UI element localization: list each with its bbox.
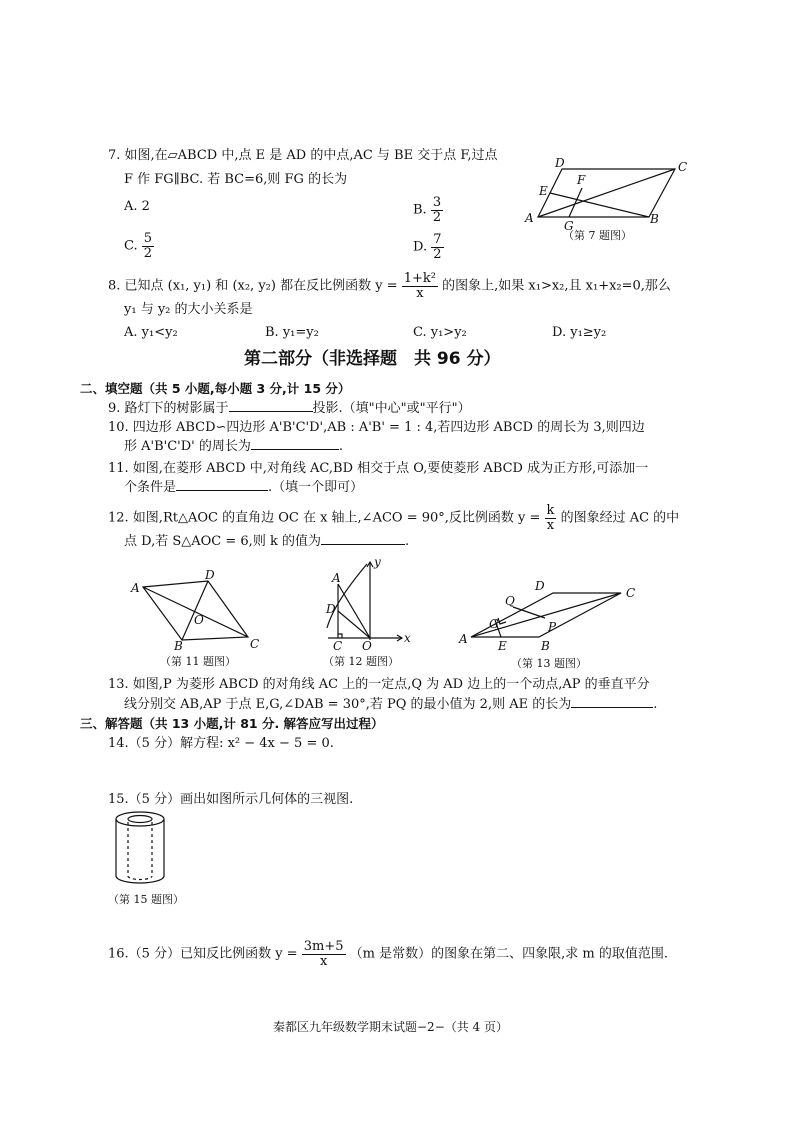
q7-option-b: B. $\frac{3}{2}$ — [413, 195, 442, 225]
q12-numerator: k — [546, 503, 555, 518]
q9-text: 9. 路灯下的树影属于 投影.（填"中心"或"平行"） — [108, 401, 471, 416]
label-o: O — [194, 613, 204, 627]
q16-numerator: 3m+5 — [303, 939, 344, 954]
q8-option-b: B. y₁=y₂ — [265, 325, 319, 340]
section3-heading: 三、解答题（共 13 小题,计 81 分. 解答应写出过程） — [80, 716, 384, 731]
q8-text-line2: y₁ 与 y₂ 的大小关系是 — [124, 302, 253, 317]
q12-text-line2: 点 D,若 S△AOC = 6,则 k 的值为 . — [124, 534, 410, 549]
q11-caption: （第 11 题图） — [160, 655, 236, 668]
label-x: x — [404, 631, 411, 645]
label-a: A — [332, 571, 341, 585]
q15-text: 15.（5 分）画出如图所示几何体的三视图. — [108, 792, 354, 807]
q7-b-numerator: 3 — [432, 195, 442, 210]
label-d: D — [555, 156, 565, 170]
q12-text-line1: 12. 如图,Rt△AOC 的直角边 OC 在 x 轴上,∠ACO = 90°,反比例函数 y = $\frac{k}{x}$ 的图象经过 AC 的中 — [108, 503, 680, 533]
q10-text-line2: 形 A'B'C'D' 的周长为 . — [124, 439, 344, 454]
section2-heading: 二、填空题（共 5 小题,每小题 3 分,计 15 分） — [80, 381, 351, 396]
q11-answer-blank[interactable] — [176, 490, 268, 491]
q16-text: 16.（5 分）已知反比例函数 y = $\frac{3m+5}{x}$ （m 是常数）的图象在第二、四象限,求 m 的取值范围. — [108, 939, 668, 969]
label-e: E — [539, 184, 548, 198]
q8-option-c: C. y₁>y₂ — [413, 325, 467, 340]
label-e: E — [498, 639, 507, 653]
figure-13-rhombus — [455, 579, 636, 654]
q7-text-line1: 7. 如图,在▱ABCD 中,点 E 是 AD 的中点,AC 与 BE 交于点 F,过点 — [108, 148, 498, 163]
figure-7-parallelogram — [520, 155, 690, 233]
q12-caption: （第 12 题图） — [323, 655, 399, 668]
outer-top-ellipse — [116, 812, 164, 826]
label-c: C — [626, 586, 636, 600]
figure-11-rhombus — [128, 568, 268, 653]
q9-answer-blank[interactable] — [229, 411, 313, 412]
segment-od — [338, 611, 370, 638]
q8-option-a: A. y₁<y₂ — [124, 325, 178, 340]
q8-option-d: D. y₁≥y₂ — [552, 325, 607, 340]
label-a: A — [525, 211, 534, 225]
diagonal-ac — [143, 587, 248, 637]
segment-be — [550, 193, 649, 217]
q10-answer-blank[interactable] — [251, 449, 339, 450]
q7-d-numerator: 7 — [433, 232, 442, 247]
q11-text-line2: 个条件是 .（填一个即可） — [124, 480, 364, 495]
q12-answer-blank[interactable] — [321, 544, 405, 545]
label-b: B — [650, 212, 659, 226]
q12-denominator: x — [546, 517, 555, 533]
q16-denominator: x — [319, 953, 328, 969]
q7-caption: （第 7 题图） — [563, 229, 632, 242]
q10-text-line1: 10. 四边形 ABCD∽四边形 A'B'C'D',AB : A'B' = 1 : 4,若四边形 ABCD 的周长为 3,则四边 — [108, 420, 645, 435]
label-b: B — [541, 639, 550, 653]
label-o: O — [362, 639, 372, 653]
label-y: y — [374, 555, 381, 569]
label-p: P — [548, 620, 557, 634]
q8-denominator: x — [416, 285, 424, 301]
q7-c-denominator: 2 — [143, 245, 153, 261]
q7-option-d: D. $\frac{7}{2}$ — [413, 232, 442, 262]
label-g: G — [564, 219, 574, 233]
q13-caption: （第 13 题图） — [511, 657, 587, 670]
q7-option-c: C. $\frac{5}{2}$ — [124, 231, 153, 261]
page-footer: 秦都区九年级数学期末试题−2−（共 4 页） — [273, 1020, 509, 1034]
label-q: Q — [505, 594, 515, 608]
q13-text-line1: 13. 如图,P 为菱形 ABCD 的对角线 AC 上的一定点,Q 为 AD 边上的一个动点,AP 的垂直平分 — [108, 677, 650, 692]
q7-text-line2: F 作 FG∥BC. 若 BC=6,则 FG 的长为 — [124, 172, 348, 187]
q14-text: 14.（5 分）解方程: x² − 4x − 5 = 0. — [108, 736, 334, 751]
figure-12-graph — [320, 555, 411, 653]
label-d: D — [205, 568, 215, 582]
inner-top-ellipse — [128, 816, 152, 823]
label-f: F — [577, 173, 586, 187]
diagonal-bd — [182, 581, 208, 640]
segment-ao — [338, 584, 370, 638]
q7-d-denominator: 2 — [433, 246, 442, 262]
q7-option-a: A. 2 — [124, 199, 150, 214]
q13-text-line2: 线分别交 AB,AP 于点 E,G,∠DAB = 30°,若 PQ 的最小值为 2,则 AE 的长为 . — [124, 697, 658, 712]
q7-c-numerator: 5 — [143, 231, 153, 246]
q11-text-line1: 11. 如图,在菱形 ABCD 中,对角线 AC,BD 相交于点 O,要使菱形 ABCD 成为正方形,可添加一 — [108, 461, 649, 476]
q13-answer-blank[interactable] — [571, 707, 653, 708]
q8-text-line1: 8. 已知点 (x₁, y₁) 和 (x₂, y₂) 都在反比例函数 y = $\frac{\text{1+k²}}{x}$ 的图象上,如果 x₁>x₂,且 x₁+x₂=0,那么 — [108, 271, 671, 301]
label-g: G — [489, 617, 499, 631]
label-b: B — [174, 639, 183, 653]
q7-b-denominator: 2 — [432, 209, 442, 225]
inner-bottom-arc — [128, 876, 152, 880]
label-d: D — [326, 602, 336, 616]
q8-numerator: 1+k² — [403, 271, 436, 286]
figure-15-hollow-cylinder — [110, 810, 180, 890]
label-a: A — [459, 632, 468, 646]
label-c: C — [678, 160, 688, 174]
label-d: D — [535, 579, 545, 593]
label-c: C — [333, 639, 343, 653]
q15-caption: （第 15 题图） — [108, 893, 184, 906]
label-c: C — [250, 637, 260, 651]
label-a: A — [131, 581, 140, 595]
part2-title: 第二部分（非选择题 共 96 分） — [244, 349, 501, 369]
